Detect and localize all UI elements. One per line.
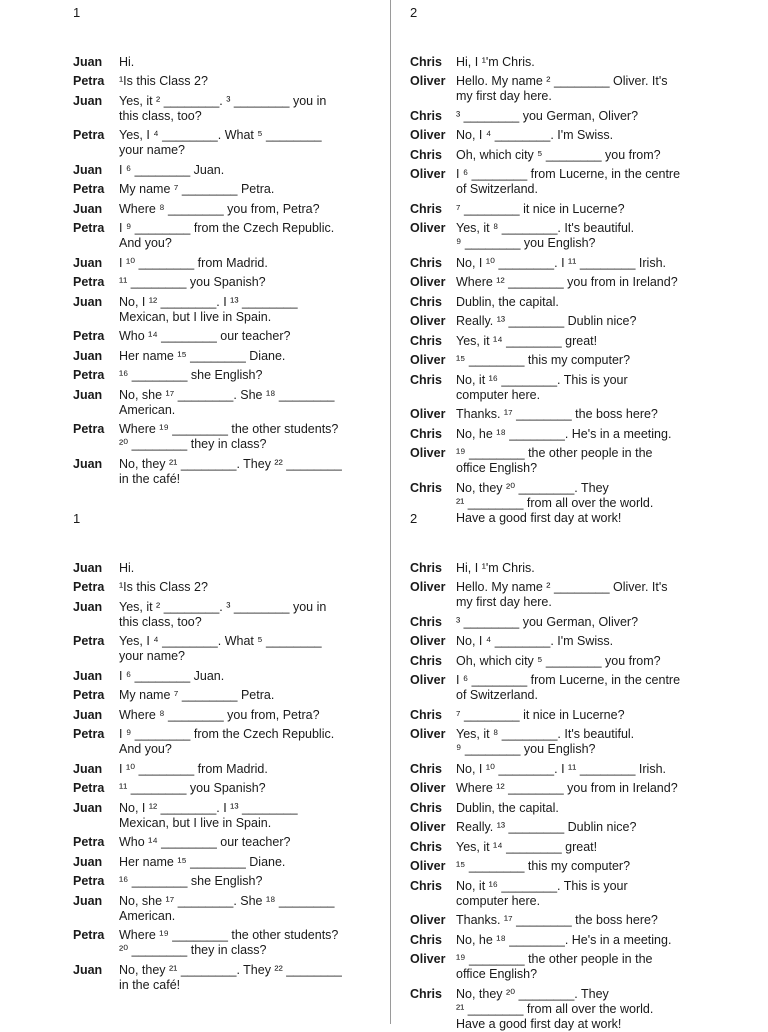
speaker-name: Petra (73, 727, 105, 741)
dialogue-line (410, 560, 736, 576)
dialogue-text: Really. ¹³ ________ Dublin nice? (456, 314, 637, 328)
dialogue-text: of Switzerland. (456, 688, 538, 702)
speaker-name: Juan (73, 599, 103, 614)
dialogue-line (73, 707, 399, 723)
dialogue-line (410, 352, 736, 368)
speaker-name: Oliver (410, 407, 446, 421)
dialogue-text: No, they ²¹ ________. They ²² ________ (119, 456, 342, 471)
dialogue-line (410, 761, 736, 777)
dialogue-text: Thanks. ¹⁷ ________ the boss here? (456, 407, 658, 421)
dialogue-text: Yes, it ² ________. ³ ________ you in (119, 599, 327, 614)
dialogue-line (410, 726, 736, 742)
dialogue-line (410, 672, 736, 688)
dialogue-line (410, 313, 736, 329)
dialogue-text: your name? (119, 143, 186, 157)
dialogue-text: this class, too? (119, 614, 202, 629)
dialogue-text: office English? (456, 967, 538, 981)
dialogue-text: ⁹ ________ you English? (456, 236, 596, 250)
dialogue-line (410, 54, 736, 70)
speaker-name: Oliver (410, 128, 446, 142)
dialogue-line (410, 333, 736, 349)
dialogue-text: Yes, I ⁴ ________. What ⁵ ________ (119, 128, 322, 142)
dialogue-text: ¹⁶ ________ she English? (119, 874, 263, 888)
dialogue-line (410, 741, 736, 757)
speaker-name: Chris (410, 480, 442, 495)
dialogue-text: Mexican, but I live in Spain. (119, 309, 272, 324)
dialogue-text: ³ ________ you German, Oliver? (456, 108, 639, 123)
dialogue-line (410, 893, 736, 909)
dialogue-line (73, 309, 399, 325)
speaker-name: Petra (73, 128, 105, 142)
dialogue-text: Hello. My name ² ________ Oliver. It's (456, 580, 668, 594)
speaker-name: Juan (73, 668, 103, 683)
dialogue-text: Who ¹⁴ ________ our teacher? (119, 835, 291, 849)
dialogue-line (73, 942, 399, 958)
dialogue-text: ³ ________ you German, Oliver? (456, 614, 639, 629)
dialogue-line (410, 839, 736, 855)
dialogue-line (73, 854, 399, 870)
dialogue-text: And you? (119, 742, 172, 756)
speaker-name: Petra (73, 422, 105, 436)
dialogue-text: Her name ¹⁵ ________ Diane. (119, 348, 286, 363)
dialogue-line (73, 741, 399, 757)
dialogue-line (410, 201, 736, 217)
speaker-name: Juan (73, 854, 103, 869)
dialogue-line (410, 406, 736, 422)
dialogue-line (73, 962, 399, 978)
dialogue-line (73, 687, 399, 703)
dialogue-line (410, 1001, 736, 1017)
dialogue-line (410, 372, 736, 388)
speaker-name: Oliver (410, 446, 446, 460)
dialogue-text: No, they ²¹ ________. They ²² ________ (119, 962, 342, 977)
speaker-name: Juan (73, 707, 103, 722)
dialogue-text: Have a good first day at work! (456, 510, 622, 525)
dialogue-text: ⁷ ________ it nice in Lucerne? (456, 707, 625, 722)
speaker-name: Oliver (410, 353, 446, 367)
dialogue-text: No, it ¹⁶ ________. This is your (456, 372, 628, 387)
dialogue-line (410, 88, 736, 104)
speaker-name: Juan (73, 93, 103, 108)
dialogue-line (73, 893, 399, 909)
speaker-name: Petra (73, 368, 105, 382)
speaker-name: Juan (73, 201, 103, 216)
dialogue-line (410, 294, 736, 310)
speaker-name: Juan (73, 800, 103, 815)
speaker-name: Chris (410, 878, 442, 893)
dialogue-text: American. (119, 908, 176, 923)
dialogue-line (73, 348, 399, 364)
speaker-name: Juan (73, 294, 103, 309)
dialogue-line (410, 986, 736, 1002)
dialogue-text: No, he ¹⁸ ________. He's in a meeting. (456, 426, 672, 441)
dialogue-line (73, 599, 399, 615)
dialogue-line (73, 726, 399, 742)
dialogue-line (73, 633, 399, 649)
dialogue-text: Hi, I ¹'m Chris. (456, 54, 535, 69)
dialogue-text: Where ¹⁹ ________ the other students? (119, 928, 339, 942)
dialogue-line (410, 108, 736, 124)
speaker-name: Chris (410, 986, 442, 1001)
speaker-name: Chris (410, 372, 442, 387)
dialogue-line (73, 780, 399, 796)
speaker-name: Chris (410, 560, 442, 575)
speaker-name: Petra (73, 874, 105, 888)
dialogue-line (410, 127, 736, 143)
speaker-name: Oliver (410, 167, 446, 181)
dialogue-line (410, 147, 736, 163)
dialogue-line (73, 294, 399, 310)
dialogue-line (410, 387, 736, 403)
dialogue-text: ⁹ ________ you English? (456, 742, 596, 756)
dialogue-text: ²¹ ________ from all over the world. (456, 495, 654, 510)
dialogue-text: ¹⁵ ________ this my computer? (456, 353, 631, 367)
speaker-name: Petra (73, 634, 105, 648)
speaker-name: Oliver (410, 859, 446, 873)
dialogue-line (410, 878, 736, 894)
speaker-name: Juan (73, 893, 103, 908)
speaker-name: Petra (73, 781, 105, 795)
dialogue-text: ²⁰ ________ they in class? (119, 943, 267, 957)
speaker-name: Petra (73, 74, 105, 88)
dialogue-text: Yes, it ² ________. ³ ________ you in (119, 93, 327, 108)
speaker-name: Petra (73, 688, 105, 702)
speaker-name: Oliver (410, 781, 446, 795)
dialogue-chris-oliver (410, 34, 736, 525)
dialogue-line (410, 220, 736, 236)
speaker-name: Chris (410, 108, 442, 123)
speaker-name: Petra (73, 182, 105, 196)
dialogue-line (73, 142, 399, 158)
dialogue-text: ¹⁵ ________ this my computer? (456, 859, 631, 873)
dialogue-text: I ⁹ ________ from the Czech Republic. (119, 221, 335, 235)
speaker-name: Oliver (410, 221, 446, 235)
dialogue-text: Have a good first day at work! (456, 1016, 622, 1031)
dialogue-text: I ⁶ ________ from Lucerne, in the centre (456, 167, 681, 181)
dialogue-line (73, 162, 399, 178)
dialogue-line (73, 235, 399, 251)
dialogue-text: office English? (456, 461, 538, 475)
dialogue-text: My name ⁷ ________ Petra. (119, 688, 275, 702)
dialogue-line (73, 873, 399, 889)
dialogue-text: ¹⁹ ________ the other people in the (456, 446, 653, 460)
speaker-name: Oliver (410, 727, 446, 741)
dialogue-text: in the café! (119, 471, 181, 486)
dialogue-line (410, 633, 736, 649)
dialogue-line (410, 707, 736, 723)
dialogue-line (410, 445, 736, 461)
dialogue-text: No, she ¹⁷ ________. She ¹⁸ ________ (119, 387, 335, 402)
dialogue-line (73, 93, 399, 109)
speaker-name: Chris (410, 839, 442, 854)
dialogue-text: this class, too? (119, 108, 202, 123)
dialogue-line (73, 456, 399, 472)
exercise-number-2: 2 (410, 511, 418, 526)
dialogue-text: Dublin, the capital. (456, 294, 559, 309)
dialogue-text: No, I ¹⁰ ________. I ¹¹ ________ Irish. (456, 255, 666, 270)
dialogue-line (73, 761, 399, 777)
dialogue-text: Mexican, but I live in Spain. (119, 815, 272, 830)
dialogue-text: ⁷ ________ it nice in Lucerne? (456, 201, 625, 216)
dialogue-text: your name? (119, 649, 186, 663)
dialogue-text: Oh, which city ⁵ ________ you from? (456, 653, 661, 668)
dialogue-text: of Switzerland. (456, 182, 538, 196)
dialogue-juan-petra (73, 34, 399, 486)
dialogue-line (410, 594, 736, 610)
dialogue-line (410, 460, 736, 476)
dialogue-text: And you? (119, 236, 172, 250)
speaker-name: Juan (73, 560, 103, 575)
dialogue-line (73, 73, 399, 89)
dialogue-text: ¹Is this Class 2? (119, 580, 208, 594)
dialogue-text: I ⁶ ________ Juan. (119, 162, 225, 177)
speaker-name: Chris (410, 333, 442, 348)
speaker-name: Juan (73, 54, 103, 69)
dialogue-text: Where ¹² ________ you from in Ireland? (456, 781, 678, 795)
dialogue-text: Yes, it ¹⁴ ________ great! (456, 839, 598, 854)
exercise-number-1: 1 (73, 5, 81, 20)
speaker-name: Chris (410, 653, 442, 668)
dialogue-text: I ⁶ ________ Juan. (119, 668, 225, 683)
speaker-name: Chris (410, 54, 442, 69)
dialogue-chris-oliver (410, 540, 736, 1031)
dialogue-line (410, 480, 736, 496)
dialogue-text: my first day here. (456, 595, 552, 609)
dialogue-text: Hi. (119, 560, 135, 575)
dialogue-text: ²⁰ ________ they in class? (119, 437, 267, 451)
dialogue-text: I ⁶ ________ from Lucerne, in the centre (456, 673, 681, 687)
dialogue-text: I ⁹ ________ from the Czech Republic. (119, 727, 335, 741)
dialogue-line (410, 966, 736, 982)
speaker-name: Oliver (410, 275, 446, 289)
dialogue-text: Dublin, the capital. (456, 800, 559, 815)
dialogue-line (73, 560, 399, 576)
dialogue-text: No, I ⁴ ________. I'm Swiss. (456, 634, 614, 648)
dialogue-line (73, 328, 399, 344)
dialogue-line (410, 780, 736, 796)
dialogue-text: No, it ¹⁶ ________. This is your (456, 878, 628, 893)
dialogue-text: my first day here. (456, 89, 552, 103)
dialogue-text: Yes, I ⁴ ________. What ⁵ ________ (119, 634, 322, 648)
dialogue-text: Thanks. ¹⁷ ________ the boss here? (456, 913, 658, 927)
dialogue-text: No, I ⁴ ________. I'm Swiss. (456, 128, 614, 142)
dialogue-text: ²¹ ________ from all over the world. (456, 1001, 654, 1016)
speaker-name: Chris (410, 147, 442, 162)
speaker-name: Oliver (410, 952, 446, 966)
dialogue-line (73, 387, 399, 403)
exercise-number-1: 1 (73, 511, 81, 526)
dialogue-line (73, 977, 399, 993)
dialogue-line (73, 834, 399, 850)
dialogue-line (410, 426, 736, 442)
speaker-name: Chris (410, 201, 442, 216)
dialogue-text: No, I ¹² ________. I ¹³ ________ (119, 800, 298, 815)
dialogue-text: Hello. My name ² ________ Oliver. It's (456, 74, 668, 88)
dialogue-line (73, 648, 399, 664)
speaker-name: Petra (73, 275, 105, 289)
speaker-name: Oliver (410, 580, 446, 594)
dialogue-text: Really. ¹³ ________ Dublin nice? (456, 820, 637, 834)
dialogue-line (410, 800, 736, 816)
dialogue-line (410, 274, 736, 290)
speaker-name: Petra (73, 580, 105, 594)
dialogue-text: computer here. (456, 387, 541, 402)
dialogue-line (410, 653, 736, 669)
dialogue-line (73, 927, 399, 943)
dialogue-text: No, they ²⁰ ________. They (456, 986, 609, 1001)
speaker-name: Petra (73, 221, 105, 235)
dialogue-line (73, 815, 399, 831)
dialogue-line (410, 912, 736, 928)
dialogue-juan-petra (73, 540, 399, 992)
speaker-name: Juan (73, 387, 103, 402)
dialogue-line (73, 201, 399, 217)
dialogue-line (73, 421, 399, 437)
speaker-name: Juan (73, 255, 103, 270)
speaker-name: Juan (73, 962, 103, 977)
dialogue-text: Hi, I ¹'m Chris. (456, 560, 535, 575)
dialogue-text: in the café! (119, 977, 181, 992)
dialogue-line (73, 367, 399, 383)
dialogue-text: ¹¹ ________ you Spanish? (119, 275, 266, 289)
dialogue-line (73, 108, 399, 124)
speaker-name: Chris (410, 707, 442, 722)
dialogue-line (410, 181, 736, 197)
speaker-name: Oliver (410, 314, 446, 328)
dialogue-text: ¹⁶ ________ she English? (119, 368, 263, 382)
dialogue-line (73, 255, 399, 271)
dialogue-text: I ¹⁰ ________ from Madrid. (119, 761, 268, 776)
dialogue-line (410, 255, 736, 271)
dialogue-text: ¹¹ ________ you Spanish? (119, 781, 266, 795)
dialogue-line (73, 579, 399, 595)
dialogue-line (410, 166, 736, 182)
speaker-name: Juan (73, 162, 103, 177)
dialogue-line (410, 687, 736, 703)
dialogue-text: Her name ¹⁵ ________ Diane. (119, 854, 286, 869)
speaker-name: Juan (73, 348, 103, 363)
dialogue-line (73, 436, 399, 452)
dialogue-text: No, I ¹⁰ ________. I ¹¹ ________ Irish. (456, 761, 666, 776)
speaker-name: Chris (410, 614, 442, 629)
dialogue-text: ¹Is this Class 2? (119, 74, 208, 88)
speaker-name: Chris (410, 800, 442, 815)
dialogue-line (73, 402, 399, 418)
dialogue-text: computer here. (456, 893, 541, 908)
speaker-name: Oliver (410, 634, 446, 648)
dialogue-line (73, 220, 399, 236)
dialogue-text: No, he ¹⁸ ________. He's in a meeting. (456, 932, 672, 947)
speaker-name: Petra (73, 329, 105, 343)
speaker-name: Petra (73, 928, 105, 942)
speaker-name: Oliver (410, 820, 446, 834)
dialogue-text: No, I ¹² ________. I ¹³ ________ (119, 294, 298, 309)
speaker-name: Chris (410, 255, 442, 270)
dialogue-text: Yes, it ⁸ ________. It's beautiful. (456, 727, 635, 741)
dialogue-line (410, 235, 736, 251)
dialogue-line (73, 127, 399, 143)
dialogue-line (73, 54, 399, 70)
dialogue-line (73, 668, 399, 684)
speaker-name: Juan (73, 761, 103, 776)
dialogue-text: Where ¹⁹ ________ the other students? (119, 422, 339, 436)
speaker-name: Chris (410, 426, 442, 441)
dialogue-text: ¹⁹ ________ the other people in the (456, 952, 653, 966)
dialogue-text: Where ⁸ ________ you from, Petra? (119, 707, 320, 722)
dialogue-line (73, 800, 399, 816)
dialogue-text: No, she ¹⁷ ________. She ¹⁸ ________ (119, 893, 335, 908)
dialogue-line (410, 951, 736, 967)
dialogue-text: Who ¹⁴ ________ our teacher? (119, 329, 291, 343)
speaker-name: Chris (410, 761, 442, 776)
dialogue-line (73, 274, 399, 290)
speaker-name: Chris (410, 932, 442, 947)
dialogue-line (410, 819, 736, 835)
dialogue-line (410, 858, 736, 874)
speaker-name: Oliver (410, 673, 446, 687)
dialogue-line (410, 614, 736, 630)
speaker-name: Oliver (410, 74, 446, 88)
dialogue-text: I ¹⁰ ________ from Madrid. (119, 255, 268, 270)
dialogue-line (73, 471, 399, 487)
exercise-number-2: 2 (410, 5, 418, 20)
dialogue-text: My name ⁷ ________ Petra. (119, 182, 275, 196)
dialogue-text: Hi. (119, 54, 135, 69)
dialogue-text: Where ⁸ ________ you from, Petra? (119, 201, 320, 216)
speaker-name: Juan (73, 456, 103, 471)
speaker-name: Chris (410, 294, 442, 309)
dialogue-line (73, 181, 399, 197)
dialogue-line (410, 495, 736, 511)
dialogue-line (73, 908, 399, 924)
dialogue-line (410, 510, 736, 526)
dialogue-text: American. (119, 402, 176, 417)
dialogue-line (410, 73, 736, 89)
dialogue-line (410, 579, 736, 595)
dialogue-line (73, 614, 399, 630)
dialogue-line (410, 932, 736, 948)
dialogue-text: Yes, it ⁸ ________. It's beautiful. (456, 221, 635, 235)
dialogue-text: Where ¹² ________ you from in Ireland? (456, 275, 678, 289)
dialogue-text: Oh, which city ⁵ ________ you from? (456, 147, 661, 162)
speaker-name: Petra (73, 835, 105, 849)
speaker-name: Oliver (410, 913, 446, 927)
dialogue-text: No, they ²⁰ ________. They (456, 480, 609, 495)
dialogue-text: Yes, it ¹⁴ ________ great! (456, 333, 598, 348)
